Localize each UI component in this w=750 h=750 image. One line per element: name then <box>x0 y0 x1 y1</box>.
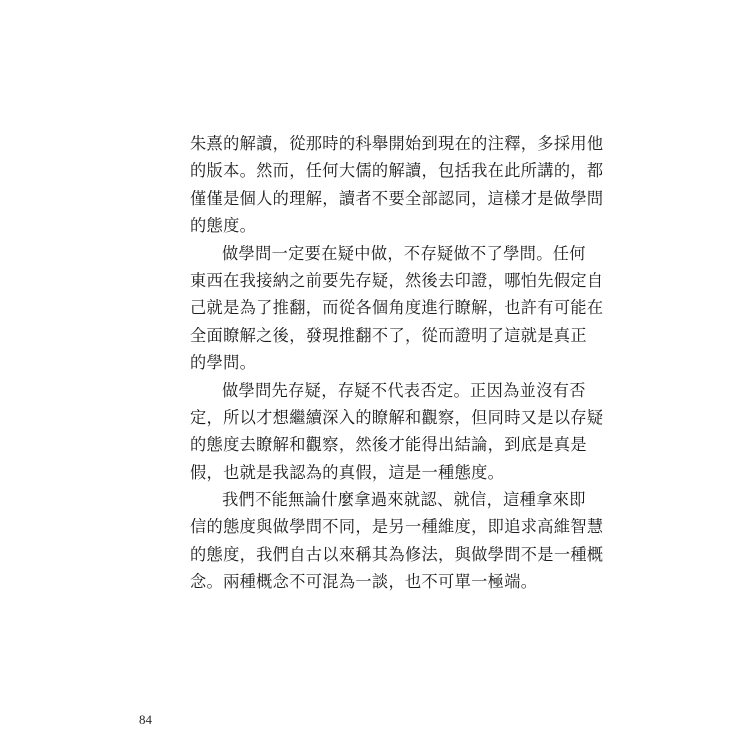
text-line: 朱熹的解讀，從那時的科舉開始到現在的注釋，多採用他 <box>190 134 604 153</box>
text-line: 的版本。然而，任何大儒的解讀，包括我在此所講的，都 <box>190 161 604 181</box>
text-line: 全面瞭解之後，發現推翻不了，從而證明了這就是真正 <box>190 325 587 345</box>
text-line: 假，也就是我認為的真假，這是一種態度。 <box>190 462 505 482</box>
body-text <box>190 130 604 596</box>
text-line: 東西在我接納之前要先存疑，然後去印證，哪怕先假定自 <box>190 270 604 290</box>
page-number: 84 <box>139 712 152 727</box>
text-line: 念。兩種概念不可混為一談，也不可單一極端。 <box>190 572 538 592</box>
text-line: 我們不能無論什麼拿過來就認、就信，這種拿來即 <box>222 490 586 510</box>
text-line: 僅僅是個人的理解，讀者不要全部認同，這樣才是做學問 <box>190 188 604 208</box>
text-line: 做學問一定要在疑中做，不存疑做不了學問。任何 <box>222 243 586 263</box>
text-line: 信的態度與做學問不同，是另一種維度，即追求高維智慧 <box>190 517 604 537</box>
text-line: 定，所以才想繼續深入的瞭解和觀察，但同時又是以存疑 <box>190 407 604 427</box>
text-line: 做學問先存疑，存疑不代表否定。正因為並沒有否 <box>222 380 586 400</box>
text-line: 的態度去瞭解和觀察，然後才能得出結論，到底是真是 <box>190 435 587 455</box>
text-line: 的態度。 <box>190 216 257 236</box>
text-line: 己就是為了推翻，而從各個角度進行瞭解，也許有可能在 <box>190 298 604 318</box>
text-line: 的學問。 <box>190 353 257 373</box>
text-line: 的態度，我們自古以來稱其為修法，與做學問不是一種概 <box>190 544 604 564</box>
